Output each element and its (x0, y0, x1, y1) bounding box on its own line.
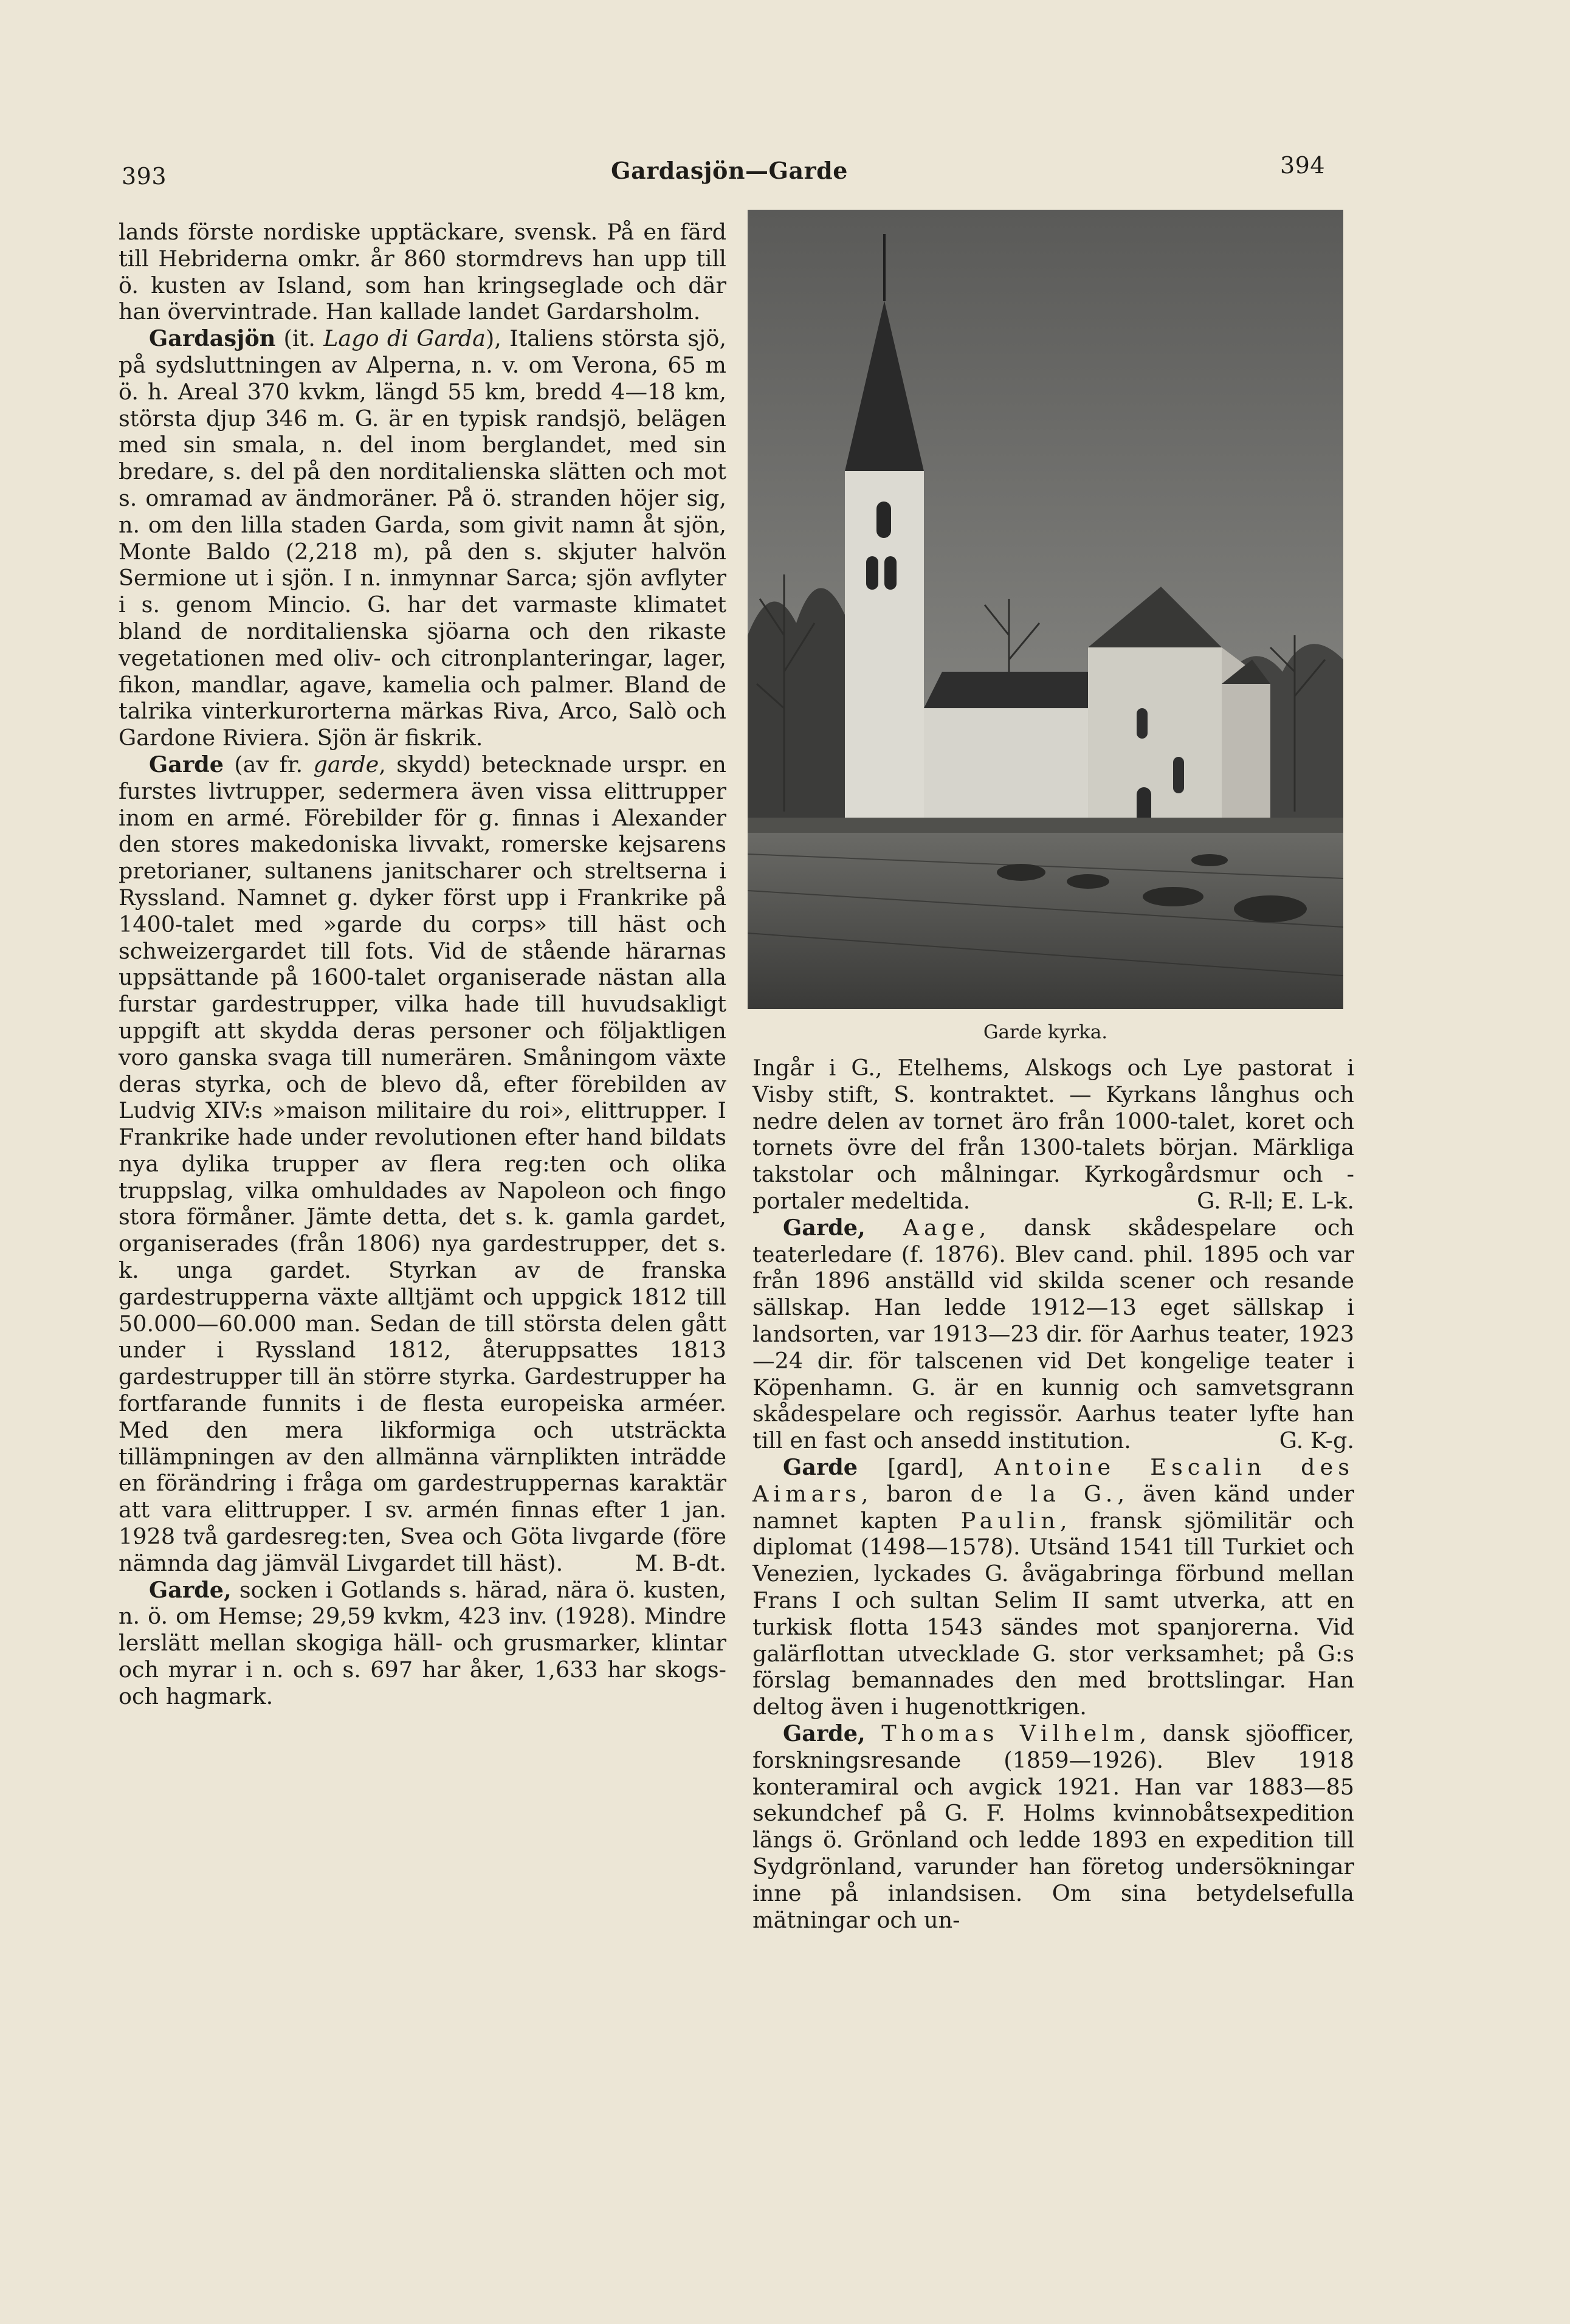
person-name: Aage (903, 1214, 979, 1241)
page-number-left: 393 (122, 163, 167, 190)
headword: Garde (149, 751, 224, 778)
entry-text: , även känd under namnet kapten (752, 1480, 1354, 1534)
author-signature: G. R-ll; E. L-k. (1197, 1187, 1354, 1214)
entry-continuation (119, 219, 726, 325)
author-signature: G. K-g. (1279, 1427, 1354, 1454)
italic-term: garde (313, 751, 379, 778)
photo-caption: Garde kyrka. (983, 1021, 1108, 1043)
entry-text: [gard], (858, 1453, 994, 1480)
left-column (119, 219, 726, 1710)
entry-text: , baron (861, 1480, 971, 1507)
entry-text: Ingår i G., Etelhems, Alskogs och Lye pastorat i Visby stift, S. kontraktet. — Kyrkans långhus och nedre delen av tornet äro från 1000-talet, koret och tornets övre del från 1300-talets början. Märkliga takstolar och målningar. Kyrkogårdsmur och -portaler medeltida. (752, 1055, 1354, 1214)
entry-garde-aage (752, 1215, 1354, 1454)
headword: Garde, (783, 1720, 866, 1746)
entry-text: (it. (275, 325, 324, 352)
running-title: Gardasjön—Garde (611, 157, 848, 184)
headword: Garde, (149, 1576, 232, 1603)
entry-garde-thomas (752, 1720, 1354, 1933)
person-name: Thomas Vilhelm (881, 1720, 1140, 1746)
headword: Garde, (783, 1214, 866, 1241)
entry-text: (av fr. (224, 751, 314, 778)
church-photo (748, 210, 1343, 1009)
entry-garde-military (119, 751, 726, 1577)
author-signature: M. B-dt. (635, 1550, 726, 1576)
person-name: Paulin (960, 1507, 1060, 1534)
person-name: de la G. (970, 1480, 1118, 1507)
entry-garde-parish (119, 1577, 726, 1710)
entry-text: , dansk skådespelare och teaterledare (f. 1876). Blev cand. phil. 1895 och var från 1896 anställd vid skilda scener och resande sällskap. Han ledde 1912—13 eget sällskap i landsorten, var 1913—23 dir. för Aarhus teater, 1923—24 dir. för talscenen vid Det kongelige teater i Köpenhamn. G. är en kunnig och samvetsgrann skådespelare och regissör. Aarhus teater lyfte han till en fast och ansedd institution. (752, 1214, 1354, 1454)
entry-text: socken i Gotlands s. härad, nära ö. kusten, n. ö. om Hemse; 29,59 kvkm, 423 inv. (1928). Mindre lerslätt mellan skogiga häll- och grusmarker, klintar och myrar i n. och s. 697 har åker, 1,633 har skogs- och hagmark. (119, 1576, 726, 1709)
entry-text: , fransk sjömilitär och diplomat (1498—1578). Utsänd 1541 till Turkiet och Venezien, lyckades G. åvägabringa förbund mellan Frans I och sultan Selim II samt utverka, att en turkisk flotta 1543 sändes mot spanjorerna. Vid galärflottan utvecklade G. stor verksamhet; på G:s förslag bemannades den med brottslingar. Han deltog även i hugenottkrigen. (752, 1507, 1354, 1720)
entry-text: ), Italiens största sjö, på sydsluttningen av Alperna, n. v. om Verona, 65 m ö. h. Areal 370 kvkm, längd 55 km, bredd 4—18 km, största djup 346 m. G. är en typisk randsjö, belägen med sin smala, n. del inom berglandet, med sin bredare, s. del på den norditalienska slätten och mot s. omramad av ändmoräner. På ö. stranden höjer sig, n. om den lilla staden Garda, som givit namn åt sjön, Monte Baldo (2,218 m), på den s. skjuter halvön Sermione ut i sjön. I n. inmynnar Sarca; sjön avflyter i s. genom Mincio. G. har det varmaste klimatet bland de norditalienska sjöarna och den rikaste vegetationen med oliv- och citronplanteringar, lager, fikon, mandlar, agave, kamelia och palmer. Bland de talrika vinterkurorterna märkas Riva, Arco, Salò och Gardone Riviera. Sjön är fiskrik. (119, 325, 726, 751)
entry-garde-antoine (752, 1454, 1354, 1720)
entry-text: , skydd) betecknade urspr. en furstes livtrupper, sedermera även vissa elittrupper inom en armé. Förebilder för g. finnas i Alexander den stores makedoniska livvakt, romerske kejsarens pretorianer, sultanens janitscharer och streltserna i Ryssland. Namnet g. dyker först upp i Frankrike på 1400-talet med »garde du corps» till häst och schweizergardet till fots. Vid de stående härarnas uppsättande på 1600-talet organiserade nästan alla furstar gardestrupper, vilka hade till huvudsakligt uppgift att skydda deras personer och följaktligen voro ganska svaga till numerären. Småningom växte deras styrka, och de blevo då, efter förebilden av Ludvig XIV:s »maison militaire du roi», elittrupper. I Frankrike hade under revolutionen efter hand bildats nya dylika trupper av flera reg:ten och olika truppslag, vilka omhuldades av Napoleon och fingo stora förmåner. Jämte detta, det s. k. gamla gardet, organiserades (från 1806) nya gardestrupper, det s. k. unga gardet. Styrkan av de franska gardestrupperna växte alltjämt och uppgick 1812 till 50.000—60.000 man. Sedan de till största delen gått under i Ryssland 1812, återuppsattes 1813 gardestrupper till än större styrka. Gardestrupper ha fortfarande funnits i de flesta europeiska arméer. Med den mera likformiga och utsträckta tillämpningen av den allmänna värnplikten inträdde en förändring i fråga om gardestruppernas karaktär att vara elittrupper. I sv. armén finnas efter 1 jan. 1928 två gardesreg:ten, Svea och Göta livgarde (före nämnda dag jämväl Livgardet till häst). (119, 751, 726, 1576)
entry-gardasjon (119, 325, 726, 751)
headword: Garde (783, 1453, 858, 1480)
entry-text: lands förste nordiske upptäckare, svensk. På en färd till Hebriderna omkr. år 860 stormdrevs han upp till ö. kusten av Island, som han kringseglade och där han övervintrade. Han kallade landet Gardarsholm. (119, 219, 726, 325)
entry-garde-parish-continuation (752, 1055, 1354, 1215)
right-column (752, 1055, 1354, 1933)
headword: Gardasjön (149, 325, 276, 352)
entry-text: , dansk sjöofficer, forskningsresande (1859—1926). Blev 1918 konteramiral och avgick 1921. Han var 1883—85 sekundchef på G. F. Holms kvinnobåtsexpedition längs ö. Grönland och ledde 1893 en expedition till Sydgrönland, varunder han företog undersökningar inne på inlandsisen. Om sina betydelsefulla mätningar och un- (752, 1720, 1354, 1933)
italic-term: Lago di Garda (323, 325, 486, 352)
page-number-right: 394 (1279, 152, 1325, 179)
church-photo-image (748, 210, 1343, 1009)
person-name: Antoine Escalin des Aimars (752, 1453, 1354, 1507)
